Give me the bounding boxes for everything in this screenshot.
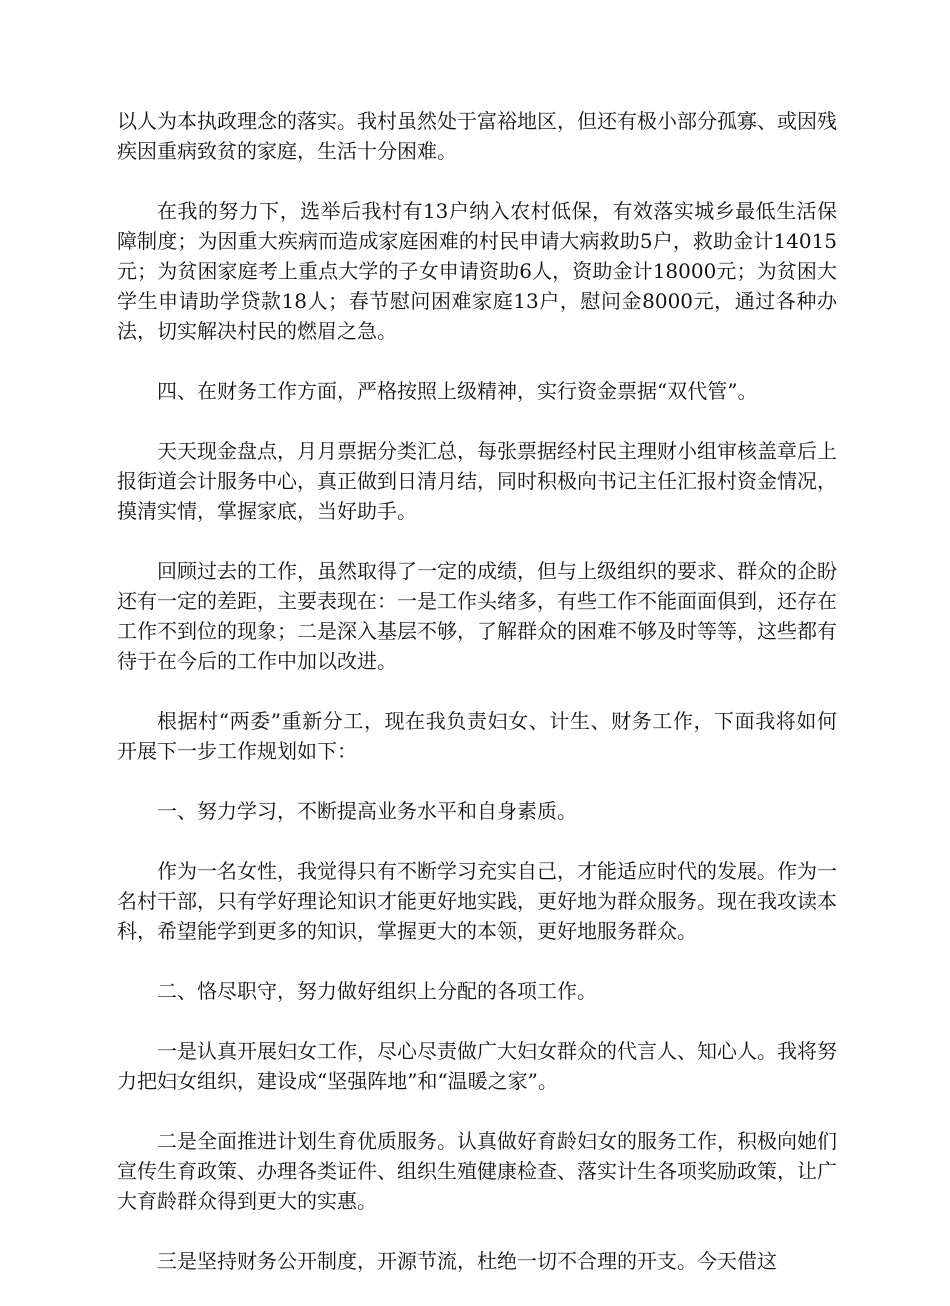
paragraph-11: 二是全面推进计划生育优质服务。认真做好育龄妇女的服务工作，积极向她们宣传生育政策、办理各类证件、组织生殖健康检查、落实计生各项奖励政策，让广大育龄群众得到更大的实惠。 <box>117 1129 837 1213</box>
paragraph-5: 回顾过去的工作，虽然取得了一定的成绩，但与上级组织的要求、群众的企盼还有一定的差距，主要表现在：一是工作头绪多，有些工作不能面面俱到，还存在工作不到位的现象；二是深入基层不够，了解群众的困难不够及时等等，这些都有待于在今后的工作中加以改进。 <box>117 559 837 673</box>
paragraph-1: 以人为本执政理念的落实。我村虽然处于富裕地区，但还有极小部分孤寡、或因残疾因重病致贫的家庭，生活十分困难。 <box>117 109 837 163</box>
document-body <box>117 106 837 1306</box>
paragraph-10: 一是认真开展妇女工作，尽心尽责做广大妇女群众的代言人、知心人。我将努力把妇女组织，建设成“坚强阵地”和“温暖之家”。 <box>117 1039 837 1093</box>
paragraph-2: 在我的努力下，选举后我村有13户纳入农村低保，有效落实城乡最低生活保障制度；为因重大疾病而造成家庭困难的村民申请大病救助5户，救助金计14015元；为贫困家庭考上重点大学的子女申请资助6人，资助金计18000元；为贫困大学生申请助学贷款18人；春节慰问困难家庭13户，慰问金8000元，通过各种办法，切实解决村民的燃眉之急。 <box>117 199 837 343</box>
paragraph-4: 天天现金盘点，月月票据分类汇总，每张票据经村民主理财小组审核盖章后上报街道会计服务中心，真正做到日清月结，同时积极向书记主任汇报村资金情况，摸清实情，掌握家底，当好助手。 <box>117 439 837 523</box>
paragraph-12: 三是坚持财务公开制度，开源节流，杜绝一切不合理的开支。今天借这 <box>157 1249 777 1273</box>
paragraph-3: 四、在财务工作方面，严格按照上级精神，实行资金票据“双代管”。 <box>157 379 758 403</box>
paragraph-7: 一、努力学习，不断提高业务水平和自身素质。 <box>157 799 577 823</box>
paragraph-6: 根据村“两委”重新分工，现在我负责妇女、计生、财务工作，下面我将如何开展下一步工作规划如下： <box>117 709 837 763</box>
paragraph-8: 作为一名女性，我觉得只有不断学习充实自己，才能适应时代的发展。作为一名村干部，只有学好理论知识才能更好地实践，更好地为群众服务。现在我攻读本科，希望能学到更多的知识，掌握更大的本领，更好地服务群众。 <box>117 859 837 943</box>
paragraph-9: 二、恪尽职守，努力做好组织上分配的各项工作。 <box>157 979 597 1003</box>
